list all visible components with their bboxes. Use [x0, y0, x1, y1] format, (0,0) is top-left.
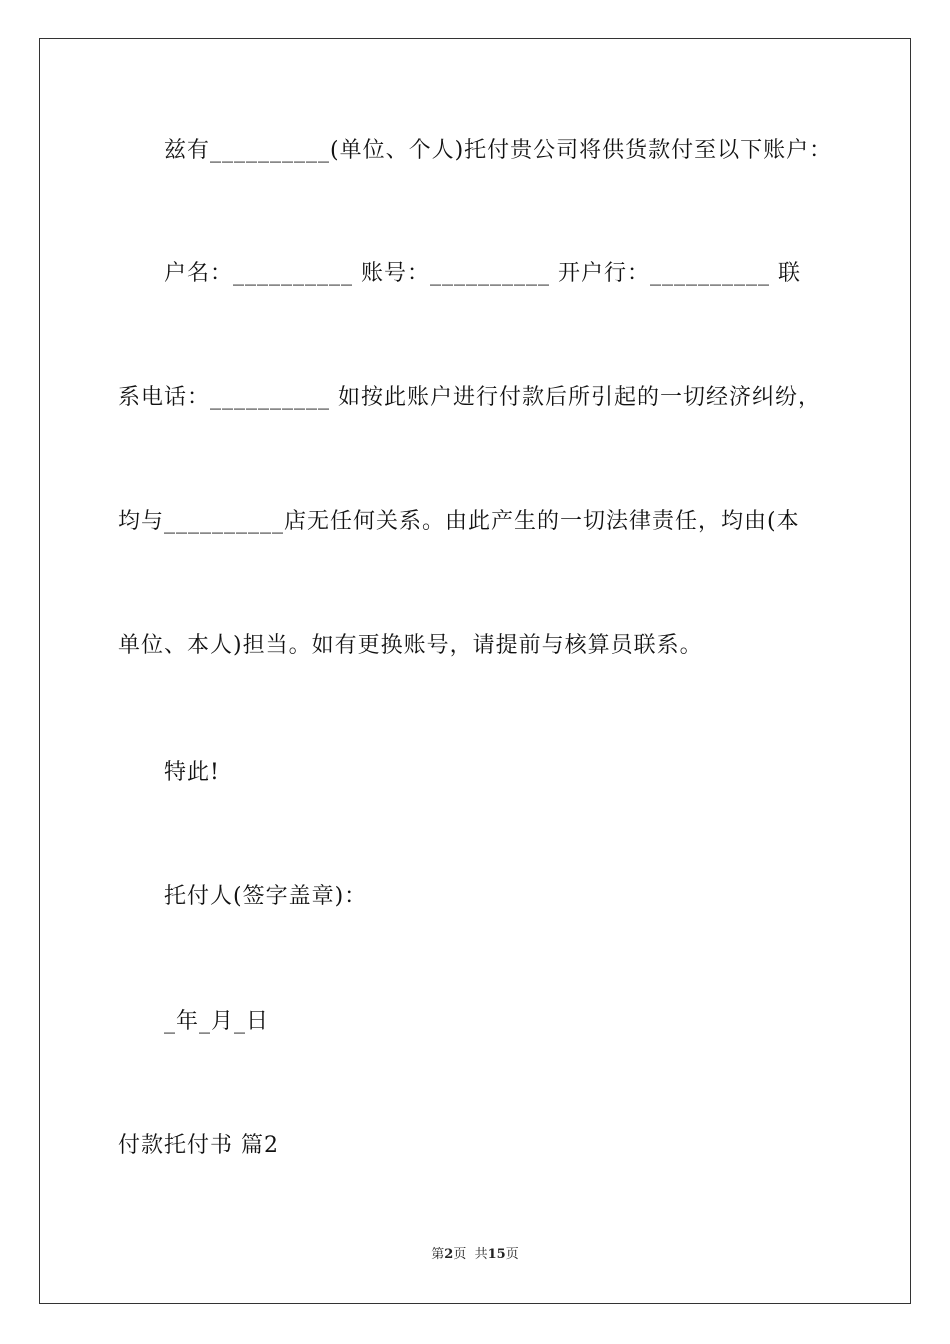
- footer-page-prefix: 第: [431, 1247, 445, 1262]
- footer-page-total: 15: [487, 1247, 506, 1262]
- footer-page-current: 2: [444, 1247, 454, 1262]
- paragraph-entrust-line: 兹有__________(单位、个人)托付贵公司将供货款付至以下账户：: [164, 138, 833, 163]
- footer-page-mid: 页 共: [453, 1247, 488, 1262]
- liability-line: 均与__________店无任何关系。由此产生的一切法律责任，均由(本: [118, 509, 800, 534]
- phone-dispute-line: 系电话：__________ 如按此账户进行付款后所引起的一切经济纠纷，: [118, 385, 821, 410]
- page-border: [39, 38, 911, 1304]
- section-heading: 付款托付书 篇2: [118, 1133, 279, 1158]
- change-account-line: 单位、本人)担当。如有更换账号，请提前与核算员联系。: [118, 633, 703, 658]
- account-info-line: 户名：__________ 账号：__________ 开户行：__________ 联: [164, 261, 801, 286]
- date-line: _年_月_日: [164, 1009, 270, 1034]
- footer-page-suffix: 页: [505, 1247, 519, 1262]
- page-footer: [0, 1246, 950, 1264]
- hereby-line: 特此!: [164, 760, 220, 785]
- signature-line: 托付人(签字盖章)：: [164, 884, 368, 909]
